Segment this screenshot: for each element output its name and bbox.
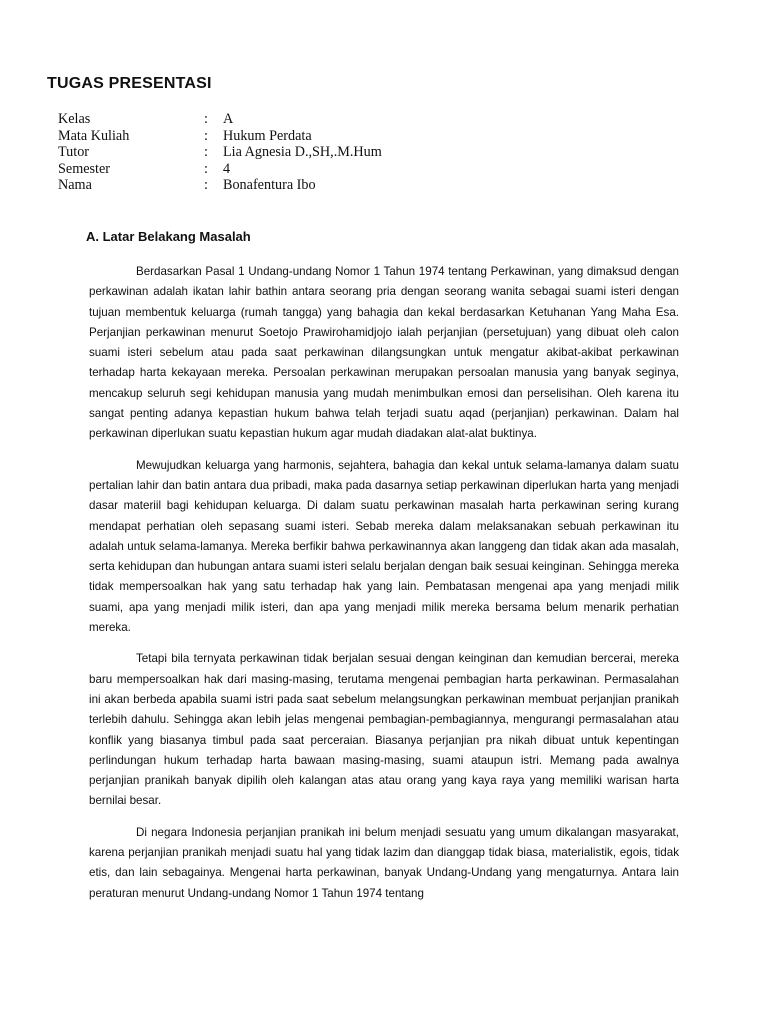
info-value: A [223, 111, 234, 127]
info-label: Semester [58, 160, 111, 177]
info-table [58, 111, 382, 194]
paragraph: Berdasarkan Pasal 1 Undang-undang Nomor 1 Tahun 1974 tentang Perkawinan, yang dimaksud dengan perkawinan adalah ikatan lahir bathin antara seorang pria dengan seorang wanita sebagai suami isteri dengan tujuan membentuk keluarga (rumah tangga) yang bahagia dan kekal berdasarkan Ketuhanan Yang Maha Esa. Perjanjian perkawinan menurut Soetojo Prawirohamidjojo ialah perjanjian (persetujuan) yang dibuat oleh calon suami isteri sebelum atau pada saat perkawinan dilangsungkan untuk mengatur akibat-akibat perkawinan terhadap harta kekayaan mereka. Persoalan perkawinan merupakan persoalan manusia yang banyak seginya, mencakup seluruh segi kehidupan manusia yang mudah menimbulkan emosi dan perselisihan. Oleh karena itu sangat penting adanya kepastian hukum bahwa telah terjadi suatu aqad (perjanjian) perkawinan. Dalam hal perkawinan diperlukan suatu kepastian hukum agar mudah diadakan alat-alat buktinya. [89, 265, 679, 441]
info-row-kelas [58, 111, 382, 128]
info-label: Mata Kuliah [58, 127, 130, 144]
page-title: TUGAS PRESENTASI [47, 75, 212, 92]
paragraph: Di negara Indonesia perjanjian pranikah ini belum menjadi sesuatu yang umum dikalangan masyarakat, karena perjanjian pranikah menjadi suatu hal yang tidak lazim dan dianggap tidak biasa, materialistik, egois, tidak etis, dan lain sebagainya. Mengenai harta perkawinan, banyak Undang-Undang yang mengaturnya. Antara lain peraturan menurut Undang-undang Nomor 1 Tahun 1974 tentang [89, 825, 679, 900]
info-value: 4 [223, 160, 231, 177]
info-value: Bonafentura Ibo [223, 177, 316, 194]
info-row-nama [58, 177, 382, 194]
info-colon: : [204, 160, 208, 177]
info-row-tutor [58, 144, 382, 161]
body-text [89, 262, 679, 915]
info-row-semester [58, 161, 382, 178]
paragraph: Tetapi bila ternyata perkawinan tidak berjalan sesuai dengan keinginan dan kemudian bercerai, mereka baru mempersoalkan hak dari masing-masing, terutama mengenai pembagian harta perkawinan. Permasalahan ini akan berbeda apabila suami istri pada saat sebelum melangsungkan perkawinan membuat perjanjian pranikah terlebih dahulu. Sehingga akan lebih jelas mengenai pembagian-pembagiannya, mengurangi permasalahan atau konflik yang biasanya timbul pada saat perceraian. Biasanya perjanjian pra nikah dibuat untuk kepentingan perlindungan hukum terhadap harta bawaan masing-masing, suami ataupun istri. Memang pada awalnya perjanjian pranikah banyak dipilih oleh kalangan atas atau orang yang kaya raya yang memiliki warisan harta bernilai besar. [89, 652, 679, 808]
section-heading: A. Latar Belakang Masalah [86, 229, 251, 244]
paragraph: Mewujudkan keluarga yang harmonis, sejahtera, bahagia dan kekal untuk selama-lamanya dalam suatu pertalian lahir dan batin antara dua pribadi, maka pada dasarnya setiap perkawinan diperlukan harta yang menjadi dasar materiil bagi kehidupan keluarga. Di dalam suatu perkawinan masalah harta perkawinan sering kurang mendapat perhatian oleh sepasang suami isteri. Sebab mereka dalam melaksanakan sebuah perkawinan itu adalah untuk selama-lamanya. Mereka berfikir bahwa perkawinannya akan langgeng dan tidak akan ada masalah, serta kehidupan dan hubungan antara suami isteri selalu berjalan dengan baik sesuai keinginan. Sehingga mereka tidak mempersoalkan hak yang satu terhadap hak yang lain. Pembatasan mengenai apa yang menjadi milik suami, apa yang menjadi milik isteri, dan apa yang menjadi milik mereka bersama belum menarik perhatian mereka. [89, 458, 679, 635]
info-colon: : [204, 127, 208, 144]
info-label: Nama [58, 177, 92, 194]
info-colon: : [204, 111, 208, 127]
info-row-mata-kuliah [58, 128, 382, 145]
info-colon: : [204, 177, 208, 194]
info-label: Kelas [58, 111, 91, 127]
info-value: Hukum Perdata [223, 127, 312, 144]
info-label: Tutor [58, 144, 90, 161]
info-colon: : [204, 144, 208, 161]
info-value: Lia Agnesia D.,SH,.M.Hum [223, 144, 382, 161]
